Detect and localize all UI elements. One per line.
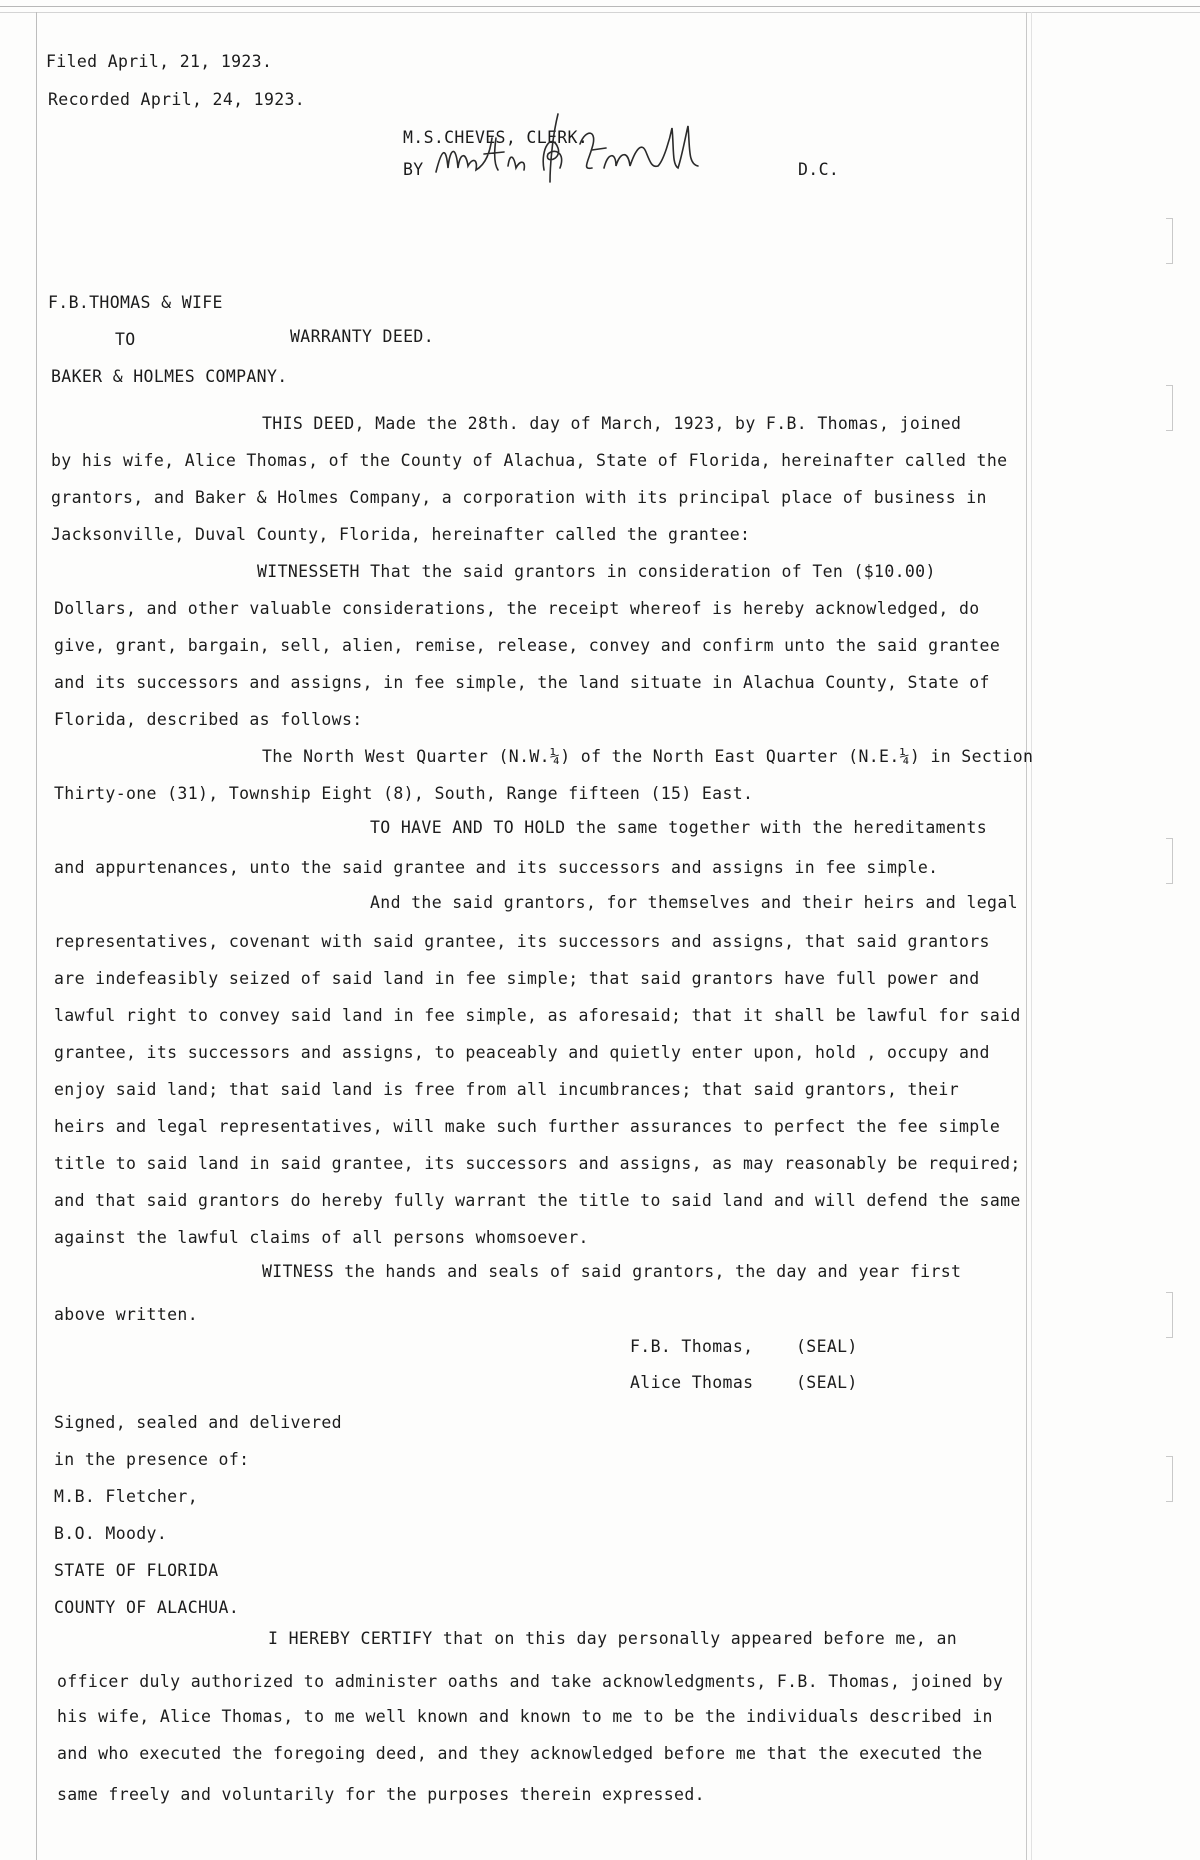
body-line: and appurtenances, unto the said grantee and its successors and assigns in fee simple. xyxy=(54,858,939,877)
venue-county: COUNTY OF ALACHUA. xyxy=(54,1598,240,1617)
grantee-heading: BAKER & HOLMES COMPANY. xyxy=(51,367,288,386)
certificate-line: and who executed the foregoing deed, and they acknowledged before me that the executed the xyxy=(57,1744,983,1763)
body-line: The North West Quarter (N.W.¼) of the North East Quarter (N.E.¼) in Section xyxy=(262,747,1034,766)
signature-name: Alice Thomas xyxy=(630,1373,754,1392)
binding-mark xyxy=(1166,838,1173,884)
right-margin-rule-inner xyxy=(1031,12,1032,1860)
binding-mark xyxy=(1166,385,1173,431)
body-line: Jacksonville, Duval County, Florida, hereinafter called the grantee: xyxy=(51,525,751,544)
signature-seal: (SEAL) xyxy=(796,1337,858,1356)
body-line: heirs and legal representatives, will make such further assurances to perfect the fee simple xyxy=(54,1117,1001,1136)
right-margin-rule xyxy=(1026,12,1027,1860)
body-line: Thirty-one (31), Township Eight (8), South, Range fifteen (15) East. xyxy=(54,784,754,803)
body-line: THIS DEED, Made the 28th. day of March, 1923, by F.B. Thomas, joined xyxy=(262,414,962,433)
body-line: WITNESSETH That the said grantors in consideration of Ten ($10.00) xyxy=(257,562,936,581)
page-top-edge xyxy=(0,6,1200,7)
witness-line: B.O. Moody. xyxy=(54,1524,168,1543)
body-line: TO HAVE AND TO HOLD the same together with the hereditaments xyxy=(370,818,988,837)
venue-state: STATE OF FLORIDA xyxy=(54,1561,219,1580)
certificate-line: his wife, Alice Thomas, to me well known and known to me to be the individuals described in xyxy=(57,1707,993,1726)
body-line: WITNESS the hands and seals of said grantors, the day and year first xyxy=(262,1262,962,1281)
clerk-name: M.S.CHEVES, CLERK. xyxy=(403,128,589,147)
grantor-heading: F.B.THOMAS & WIFE xyxy=(48,293,223,312)
witness-line: Signed, sealed and delivered xyxy=(54,1413,342,1432)
body-line: grantee, its successors and assigns, to peaceably and quietly enter upon, hold , occupy and xyxy=(54,1043,990,1062)
body-line: and its successors and assigns, in fee simple, the land situate in Alachua County, State of xyxy=(54,673,990,692)
witness-line: M.B. Fletcher, xyxy=(54,1487,198,1506)
binding-mark xyxy=(1166,218,1173,264)
body-line: grantors, and Baker & Holmes Company, a corporation with its principal place of business in xyxy=(51,488,987,507)
binding-mark xyxy=(1166,1292,1173,1338)
body-line: representatives, covenant with said grantee, its successors and assigns, that said grantors xyxy=(54,932,990,951)
certificate-line: same freely and voluntarily for the purposes therein expressed. xyxy=(57,1785,705,1804)
body-line: Dollars, and other valuable considerations, the receipt whereof is hereby acknowledged, do xyxy=(54,599,980,618)
body-line: And the said grantors, for themselves and their heirs and legal xyxy=(370,893,1018,912)
signature-name: F.B. Thomas, xyxy=(630,1337,754,1356)
filed-date: Filed April, 21, 1923. xyxy=(46,52,273,71)
body-line: and that said grantors do hereby fully warrant the title to said land and will defend the same xyxy=(54,1191,1021,1210)
to-heading: TO xyxy=(115,330,136,349)
deed-type-heading: WARRANTY DEED. xyxy=(290,327,434,346)
body-line: are indefeasibly seized of said land in fee simple; that said grantors have full power and xyxy=(54,969,980,988)
body-line: enjoy said land; that said land is free from all incumbrances; that said grantors, their xyxy=(54,1080,959,1099)
certificate-line: officer duly authorized to administer oaths and take acknowledgments, F.B. Thomas, joined by xyxy=(57,1672,1004,1691)
signature-seal: (SEAL) xyxy=(796,1373,858,1392)
deputy-clerk-signature xyxy=(432,108,712,188)
body-line: title to said land in said grantee, its successors and assigns, as may reasonably be required; xyxy=(54,1154,1021,1173)
body-line: above written. xyxy=(54,1305,198,1324)
by-label: BY xyxy=(403,160,424,179)
page-top-edge-inner xyxy=(0,12,1200,13)
binding-mark xyxy=(1166,1456,1173,1502)
deputy-clerk-label: D.C. xyxy=(798,160,840,179)
witness-line: in the presence of: xyxy=(54,1450,250,1469)
body-line: give, grant, bargain, sell, alien, remise, release, convey and confirm unto the said grantee xyxy=(54,636,1001,655)
recorded-date: Recorded April, 24, 1923. xyxy=(48,90,306,109)
body-line: lawful right to convey said land in fee simple, as aforesaid; that it shall be lawful for said xyxy=(54,1006,1021,1025)
body-line: against the lawful claims of all persons whomsoever. xyxy=(54,1228,589,1247)
certificate-line: I HEREBY CERTIFY that on this day personally appeared before me, an xyxy=(268,1629,958,1648)
left-margin-rule xyxy=(36,12,37,1860)
body-line: by his wife, Alice Thomas, of the County of Alachua, State of Florida, hereinafter called the xyxy=(51,451,1008,470)
body-line: Florida, described as follows: xyxy=(54,710,363,729)
